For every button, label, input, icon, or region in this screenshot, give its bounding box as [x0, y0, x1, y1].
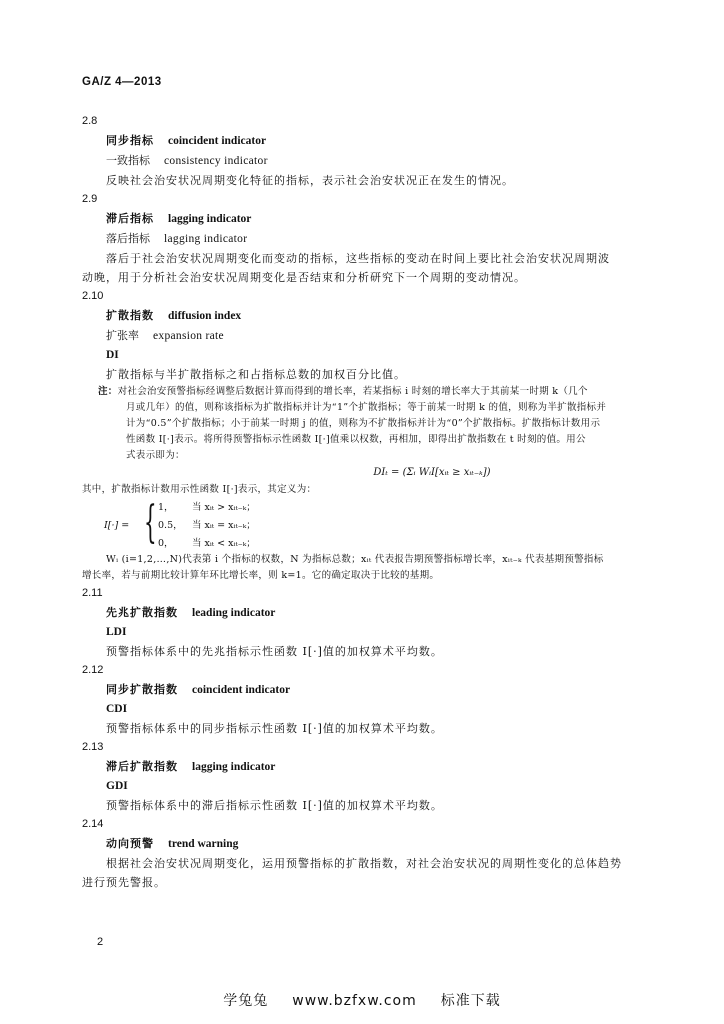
term-zh: 同步扩散指数 — [106, 683, 178, 696]
section-number: 2.8 — [82, 115, 98, 127]
term-entry — [82, 603, 662, 623]
term-zh: 扩散指数 — [106, 309, 154, 322]
case-row — [158, 516, 256, 535]
definition: 反映社会治安状况周期变化特征的指标，表示社会治安状况正在发生的情况。 — [106, 174, 514, 187]
case-value: 1， — [158, 502, 174, 513]
term-zh: 同步指标 — [106, 134, 154, 147]
definition-line: 根据社会治安状况周期变化，运用预警指标的扩散指数，对社会治安状况的周期性变化的总体趋势 — [106, 857, 622, 870]
term-en: coincident indicator — [192, 684, 291, 696]
definition: 扩散指标与半扩散指标之和占指标总数的加权百分比值。 — [106, 368, 406, 381]
synonym-zh: 一致指标 — [106, 154, 150, 167]
definition: 预警指标体系中的先兆指标示性函数 I[·]值的加权算术平均数。 — [106, 645, 443, 658]
case-value: 0.5， — [158, 520, 183, 531]
formula-where: 其中，扩散指标计数用示性函数 I[·]表示，其定义为： — [82, 484, 317, 495]
term-entry — [82, 209, 662, 229]
term-zh: 滞后扩散指数 — [106, 760, 178, 773]
definition: 预警指标体系中的同步指标示性函数 I[·]值的加权算术平均数。 — [106, 722, 443, 735]
formula-explanation: 增长率，若与前期比较计算年环比增长率，则 k=1。它的确定取决于比较的基期。 — [82, 570, 440, 581]
definition-line: 落后于社会治安状况周期变化而变动的指标，这些指标的变动在时间上要比社会治安状况周期波 — [106, 252, 610, 265]
site-name: 学兔兔 — [223, 993, 269, 1009]
left-brace: { — [144, 497, 157, 548]
site-url[interactable]: www.bzfxw.com — [292, 993, 417, 1009]
standard-code-header: GA/Z 4—2013 — [82, 76, 162, 88]
note-line: 对社会治安预警指标经调整后数据计算而得到的增长率，若某指标 i 时刻的增长率大于其前某一时期 k（几个 — [117, 386, 588, 397]
abbreviation: GDI — [106, 780, 128, 792]
case-condition: 当 xᵢₜ = xᵢₜ₋ₖ； — [192, 520, 256, 531]
case-condition: 当 xᵢₜ > xᵢₜ₋ₖ； — [192, 502, 256, 513]
term-zh: 动向预警 — [106, 837, 154, 850]
section-number: 2.10 — [82, 290, 104, 302]
abbreviation: DI — [106, 349, 119, 361]
term-entry — [82, 306, 662, 326]
case-row — [158, 498, 256, 517]
section-number: 2.14 — [82, 818, 104, 830]
term-en: diffusion index — [168, 310, 242, 322]
synonym-zh: 落后指标 — [106, 232, 150, 245]
diffusion-index-formula: DIₜ = (Σᵢ WᵢI[xᵢₜ ≥ xᵢₜ₋ₖ]) — [373, 467, 491, 478]
term-en: lagging indicator — [192, 761, 276, 773]
note-line: 性函数 I[·]表示。将所得预警指标示性函数 I[·]值乘以权数，再相加，即得出扩散指数在 t 时刻的值。用公 — [126, 434, 586, 445]
term-entry — [82, 131, 662, 151]
synonym-en: lagging indicator — [164, 233, 248, 245]
section-number: 2.11 — [82, 587, 103, 599]
formula-explanation: Wᵢ (i=1,2,…,N)代表第 i 个指标的权数，N 为指标总数；xᵢₜ 代表报告期预警指标增长率，xᵢₜ₋ₖ 代表基期预警指标 — [106, 554, 604, 565]
synonym-entry — [82, 229, 662, 249]
note-line: 计为“0.5”个扩散指标；小于前某一时期 j 的值，则称为不扩散指标并计为“0”个扩散指标。扩散指标计数用示 — [126, 418, 601, 429]
note-label: 注： — [98, 386, 118, 397]
site-tagline: 标准下载 — [440, 993, 501, 1009]
synonym-en: consistency indicator — [164, 155, 268, 167]
indicator-function-definition — [104, 498, 662, 552]
term-en: trend warning — [168, 838, 239, 850]
case-row — [158, 534, 256, 553]
term-en: coincident indicator — [168, 135, 267, 147]
section-number: 2.12 — [82, 664, 104, 676]
synonym-en: expansion rate — [153, 330, 224, 342]
term-en: lagging indicator — [168, 213, 252, 225]
term-entry — [82, 680, 662, 700]
term-zh: 滞后指标 — [106, 212, 154, 225]
page-number: 2 — [97, 936, 104, 948]
abbreviation: CDI — [106, 703, 128, 715]
term-entry — [82, 834, 662, 854]
synonym-entry — [82, 151, 662, 171]
section-number: 2.13 — [82, 741, 104, 753]
abbreviation: LDI — [106, 626, 127, 638]
term-zh: 先兆扩散指数 — [106, 606, 178, 619]
note-line: 月或几年）的值，则称该指标为扩散指标并计为“1”个扩散指标；等于前某一时期 k 的值，则称为半扩散指标并 — [126, 402, 607, 413]
definition-line: 进行预先警报。 — [82, 876, 166, 889]
synonym-entry — [82, 326, 662, 346]
section-number: 2.9 — [82, 193, 98, 205]
note-line: 式表示即为： — [126, 450, 185, 461]
term-entry — [82, 757, 662, 777]
watermark-footer — [0, 990, 724, 1010]
case-condition: 当 xᵢₜ < xᵢₜ₋ₖ； — [192, 538, 256, 549]
document-body — [82, 112, 662, 892]
definition: 预警指标体系中的滞后指标示性函数 I[·]值的加权算术平均数。 — [106, 799, 443, 812]
function-lhs: I[·] = — [104, 520, 130, 531]
definition-line: 动晚，用于分析社会治安状况周期变化是否结束和分析研究下一个周期的变动情况。 — [82, 271, 526, 284]
note — [82, 384, 662, 400]
case-value: 0， — [158, 538, 174, 549]
synonym-zh: 扩张率 — [106, 329, 139, 342]
term-en: leading indicator — [192, 607, 276, 619]
